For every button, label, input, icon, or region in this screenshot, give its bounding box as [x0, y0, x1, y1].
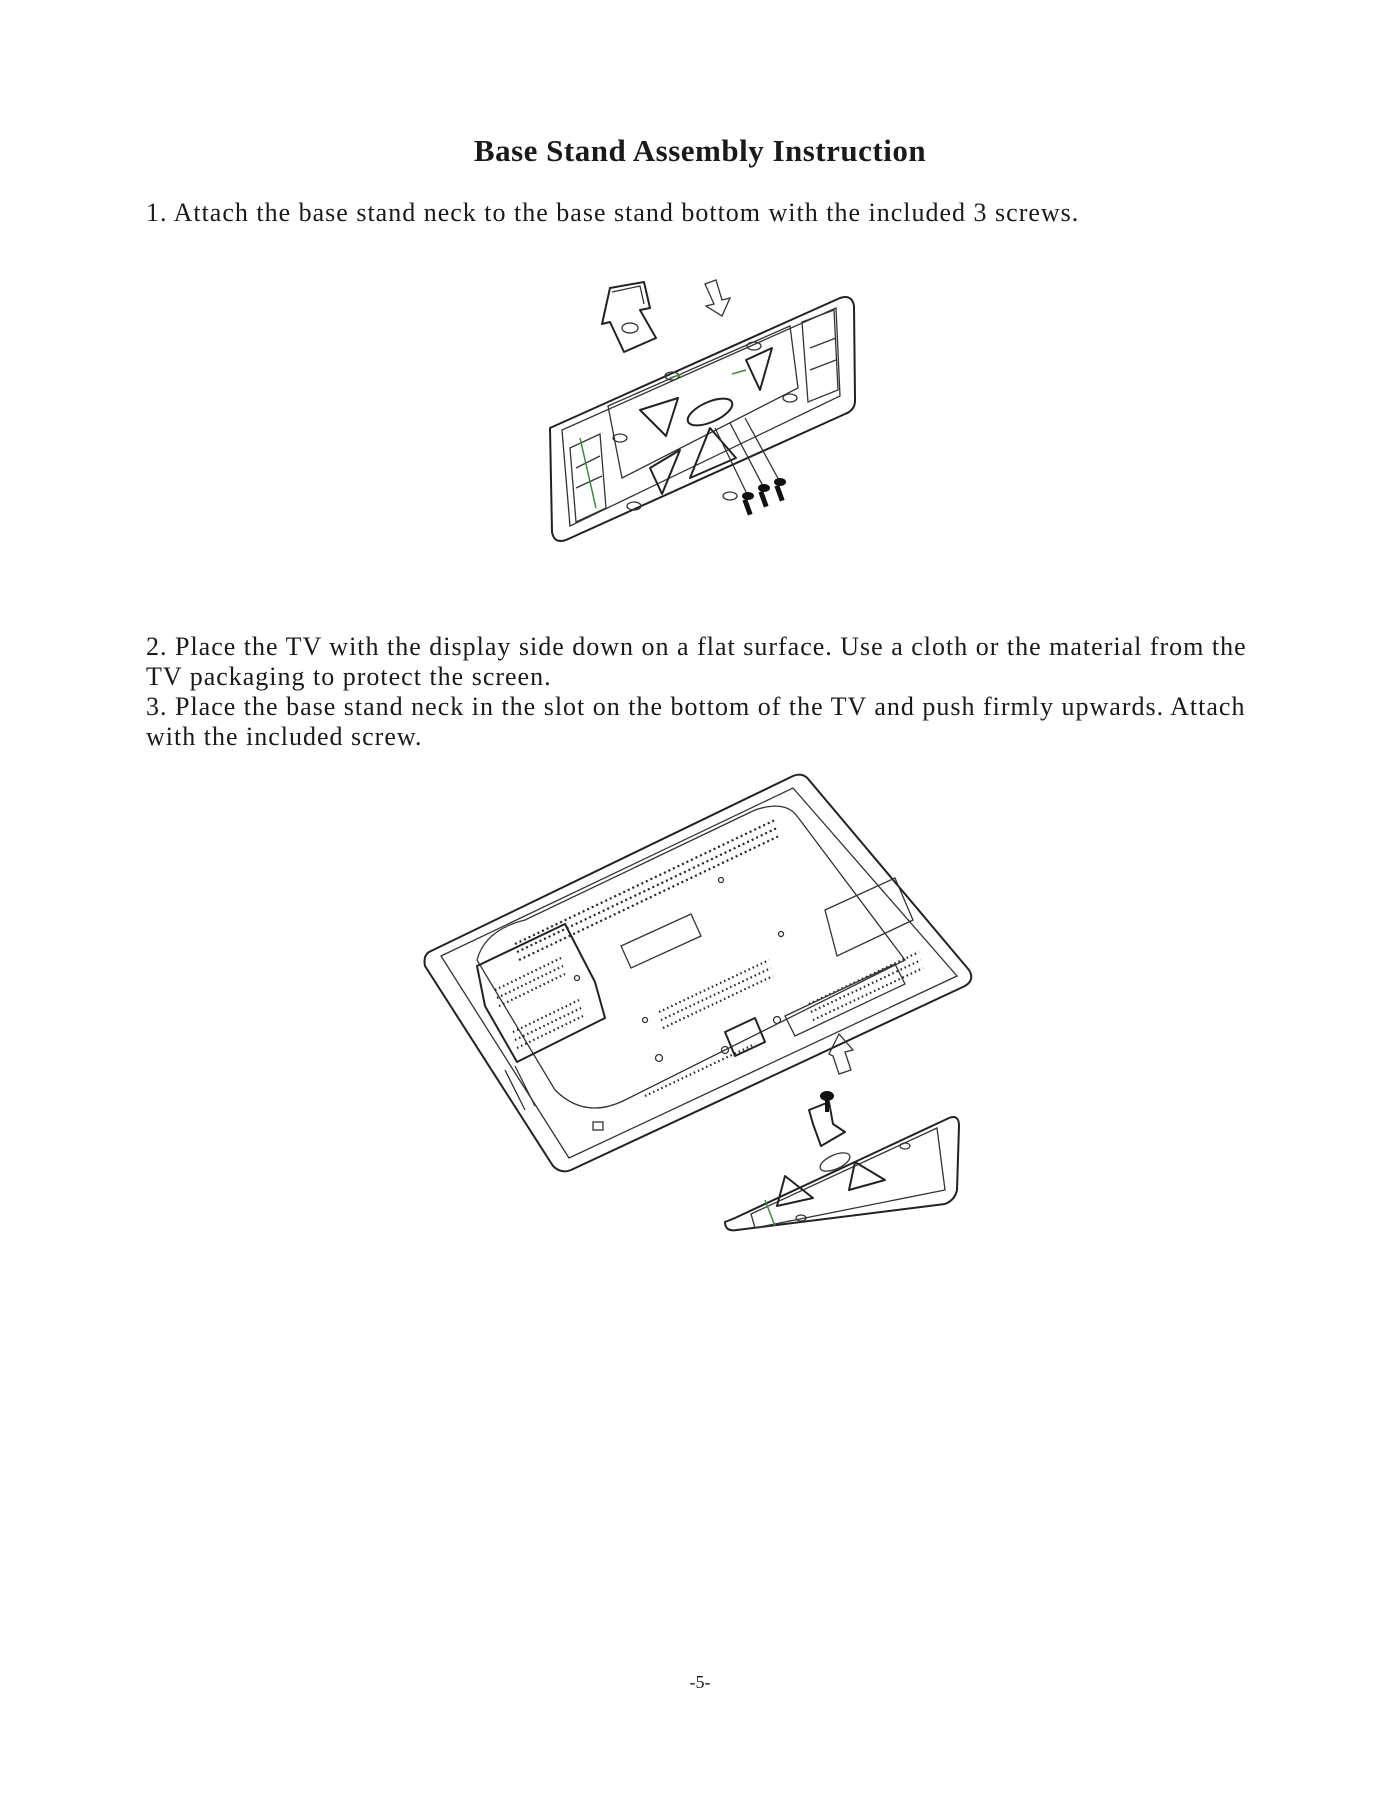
base-stand-assembly-figure	[540, 278, 870, 548]
tv-stand-mounting-figure	[425, 770, 985, 1240]
step-1-text: 1. Attach the base stand neck to the base stand bottom with the included 3 screws.	[146, 198, 1080, 227]
tv-back-drawing	[425, 770, 985, 1240]
steps-2-3-text	[146, 632, 1276, 752]
screw-icon	[742, 478, 786, 516]
step-2-text: 2. Place the TV with the display side down on a flat surface. Use a cloth or the material from the TV packaging to protect the screen.	[146, 632, 1247, 691]
page-title: Base Stand Assembly Instruction	[473, 132, 927, 168]
step-3-text: 3. Place the base stand neck in the slot on the bottom of the TV and push firmly upwards. Attach with the included screw.	[146, 692, 1246, 751]
base-stand-drawing	[540, 278, 870, 548]
vent-grille-top	[515, 820, 779, 960]
page-number: -5-	[689, 1672, 711, 1692]
